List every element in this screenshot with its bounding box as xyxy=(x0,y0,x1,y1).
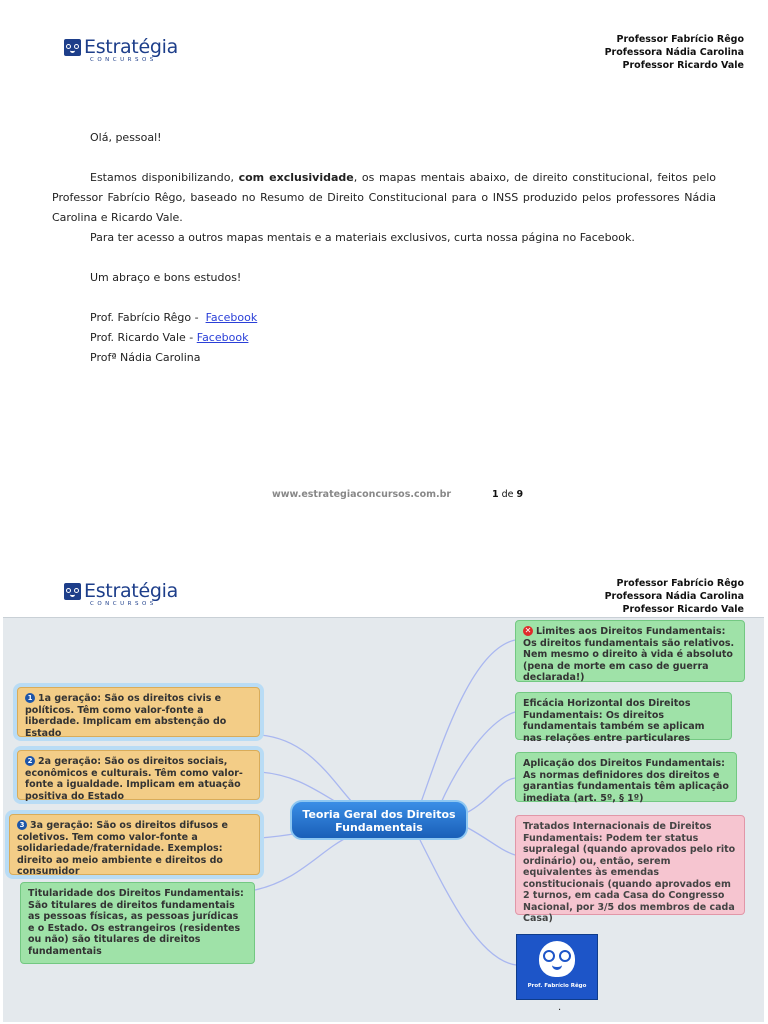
logo-name: Estratégia xyxy=(84,580,178,602)
closing: Um abraço e bons estudos! xyxy=(90,271,242,284)
professor-name: Professora Nádia Carolina xyxy=(604,591,744,602)
signature-fabricio: Prof. Fabrício Rêgo - Facebook xyxy=(90,311,258,324)
mindmap-node-ownership: Titularidade dos Direitos Fundamentais: São titulares de direitos fundamentais as pessoas físicas, as pessoas jurídicas e o Estado. Os estrangeiros (residentes ou não) são titulares de direitos fundamentais xyxy=(20,882,255,964)
number-badge-icon: 3 xyxy=(17,820,27,830)
connector-line xyxy=(420,640,515,805)
logo-subtitle: CONCURSOS xyxy=(90,57,157,63)
paragraph-facebook: Para ter acesso a outros mapas mentais e a materiais exclusivos, curta nossa página no Facebook. xyxy=(90,231,635,244)
owl-caption: Prof. Fabrício Rêgo xyxy=(527,983,587,989)
signature-nadia: Profª Nádia Carolina xyxy=(90,351,201,364)
trailing-dot: . xyxy=(558,1002,562,1013)
mindmap-central-topic: Teoria Geral dos Direitos Fundamentais xyxy=(290,800,468,840)
connector-line xyxy=(420,840,516,965)
close-circle-icon: ✕ xyxy=(524,626,532,635)
mindmap-node-third-generation: 3 3a geração: São os direitos difusos e coletivos. Tem como valor-fonte a solidariedade/fraternidade. Exemplos: direito ao meio ambiente e direitos do consumidor xyxy=(9,814,260,875)
professor-name: Professor Fabrício Rêgo xyxy=(616,34,744,45)
professor-owl-image xyxy=(516,934,598,1000)
professor-name: Professora Nádia Carolina xyxy=(604,47,744,58)
mindmap-node-international-treaties: Tratados Internacionais de Direitos Fundamentais: Podem ter status supralegal (quando aprovados pelo rito ordinário) ou, então, serem equivalentes às emendas constitucionais (quando aprovados em 2 turnos, em cada Casa do Congresso Nacional, por 3/5 dos membros de cada Casa) xyxy=(515,815,745,915)
mindmap-node-first-generation: 1 1a geração: São os direitos civis e políticos. Têm como valor-fonte a liberdade. Implicam em abstenção do Estado xyxy=(17,687,260,737)
connector-line xyxy=(468,828,515,855)
logo-name: Estratégia xyxy=(84,36,178,58)
professor-name: Professor Fabrício Rêgo xyxy=(616,578,744,589)
mindmap-node-second-generation: 2 2a geração: São os direitos sociais, econômicos e culturais. Têm como valor-fonte a igualdade. Implicam em atuação positiva do Estado xyxy=(17,750,260,800)
emphasis-text: com exclusividade xyxy=(238,171,354,184)
number-badge-icon: 2 xyxy=(25,756,35,766)
owl-icon xyxy=(539,941,575,977)
paragraph-intro: Estamos disponibilizando, com exclusividade, os mapas mentais abaixo, de direito constitucional, feitos pelo Professor Fabrício Rêgo, baseado no Resumo de Direito Constitucional para o INSS produzido pelos professores Nádia Carolina e Ricardo Vale. xyxy=(52,171,716,224)
connector-line xyxy=(468,778,515,812)
greeting: Olá, pessoal! xyxy=(90,131,162,144)
facebook-link-ricardo[interactable]: Facebook xyxy=(196,331,249,344)
logo-subtitle: CONCURSOS xyxy=(90,601,157,607)
mindmap-node-horizontal-efficacy: Eficácia Horizontal dos Direitos Fundamentais: Os direitos fundamentais também se aplicam nas relações entre particulares xyxy=(515,692,732,740)
mindmap-node-limits: ✕ Limites aos Direitos Fundamentais: Os direitos fundamentais são relativos. Nem mesmo o direito à vida é absoluto (pena de morte em caso de guerra declarada!) xyxy=(515,620,745,682)
professor-name: Professor Ricardo Vale xyxy=(622,604,744,615)
facebook-link-fabricio[interactable]: Facebook xyxy=(205,311,258,324)
number-badge-icon: 1 xyxy=(25,693,35,703)
mindmap-node-application: Aplicação dos Direitos Fundamentais: As normas definidores dos direitos e garantias fundamentais têm aplicação imediata (art. 5º, § 1º) xyxy=(515,752,737,802)
connector-line xyxy=(440,712,515,805)
connector-line xyxy=(255,836,350,890)
signature-ricardo: Prof. Ricardo Vale - Facebook xyxy=(90,331,249,344)
page-number: 1 de 9 xyxy=(492,489,524,500)
professor-name: Professor Ricardo Vale xyxy=(622,60,744,71)
footer-url: www.estrategiaconcursos.com.br xyxy=(272,489,452,500)
